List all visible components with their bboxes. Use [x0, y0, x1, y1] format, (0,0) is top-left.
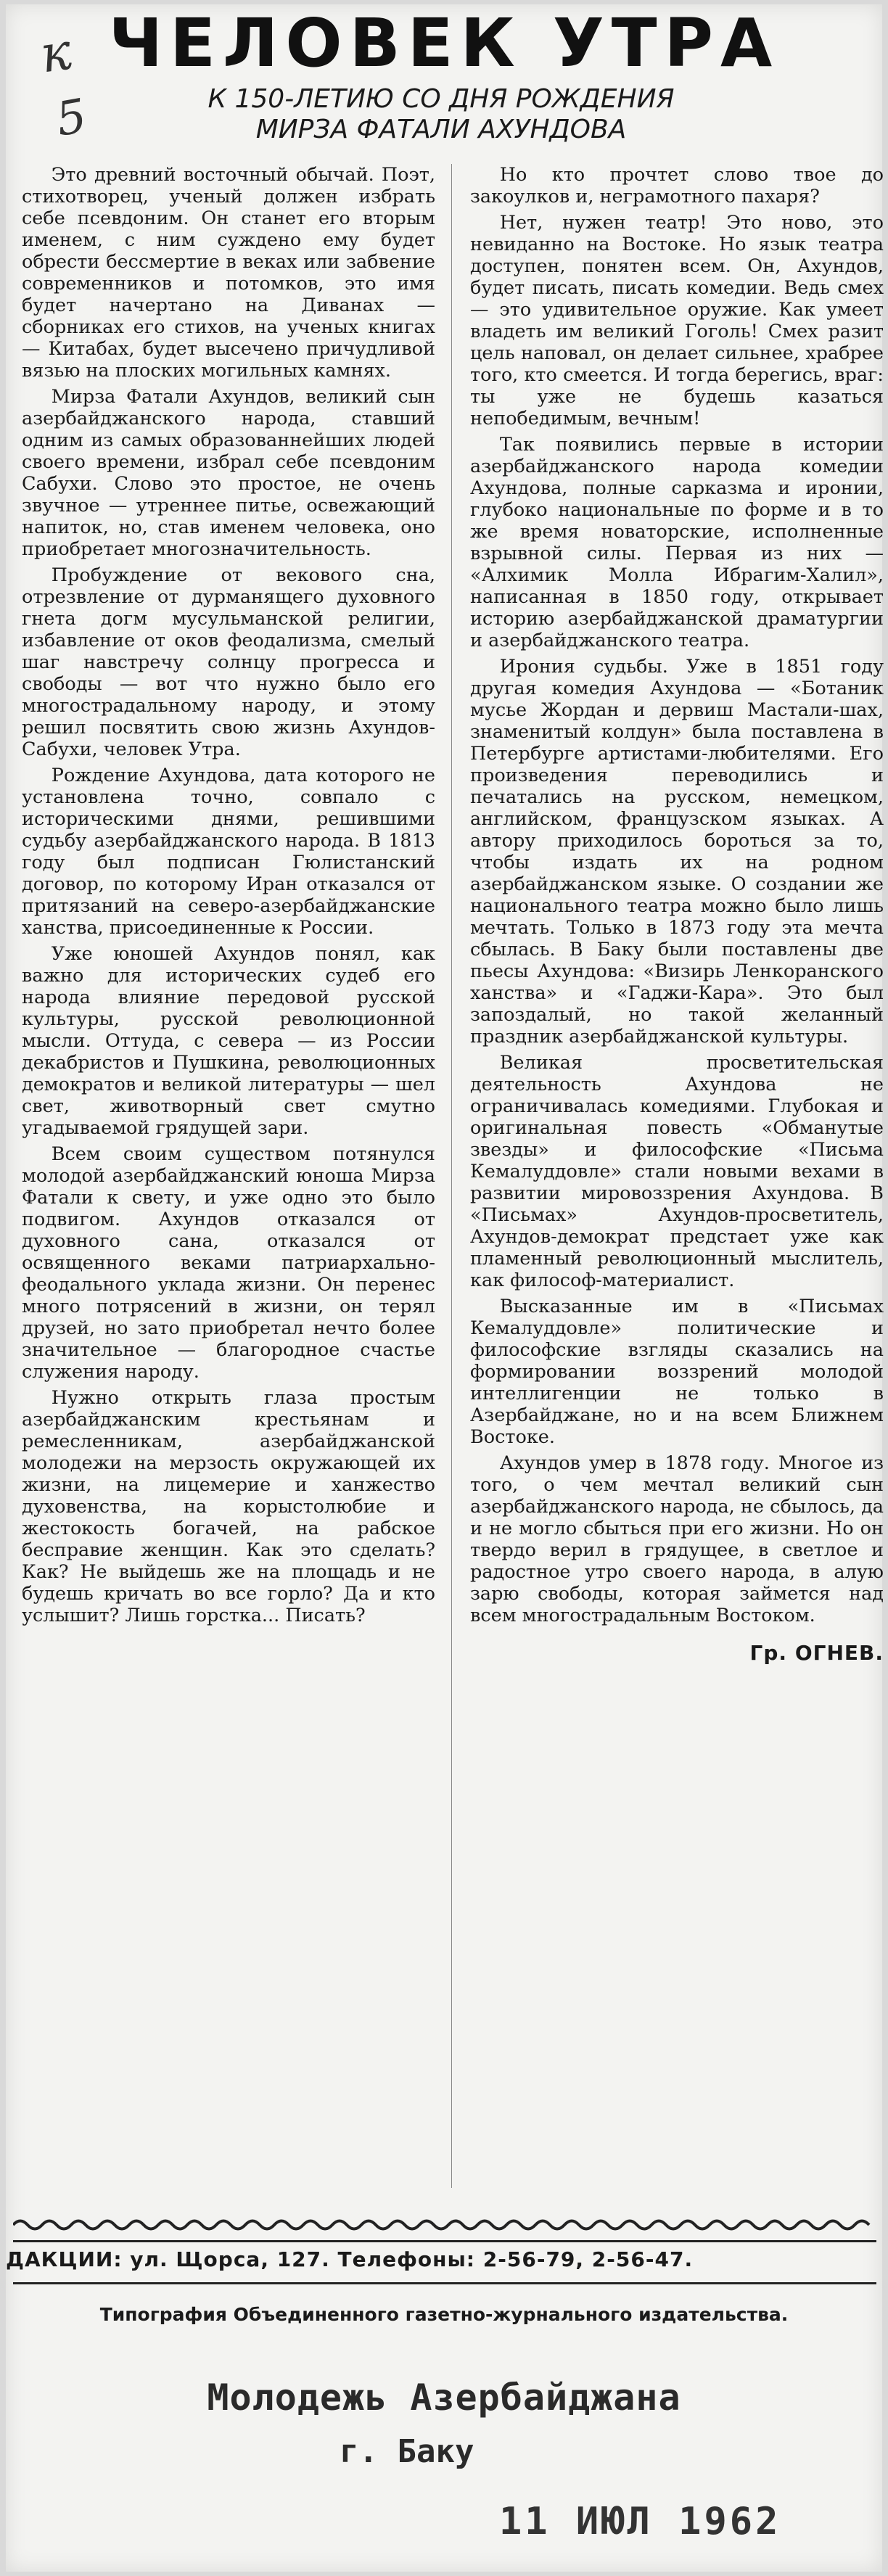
- paragraph: Нет, нужен театр! Это ново, это невиданно на Востоке. Но язык театра доступен, понятен всем. Он, Ахундов, будет писать, писать комедии. Ведь смех — это удивительное оружие. Как умеет владеть им великий Гоголь! Смех разит цель наповал, он делает сильнее, храбрее того, кто смеется. И тогда берегись, враг: ты уже не будешь казаться непобедимым, вечным!: [470, 212, 884, 429]
- paragraph: Это древний восточный обычай. Поэт, стихотворец, ученый должен избрать себе псевдоним. Он станет его вторым именем, с ним суждено ему будет обрести бессмертие в веках или забвение современников и потомков, это имя будет начертано на Диванах — сборниках его стихов, на ученых книгах — Китабах, будет высечено причудливой вязью на плоских могильных камнях.: [22, 164, 435, 382]
- paragraph: Уже юношей Ахундов понял, как важно для исторических судеб его народа влияние передовой русской культуры, русской революционной мысли. Оттуда, с севера — из России декабристов и Пушкина, революционных демократов и великой литературы — шел свет, животворный свет смутно угадываемой грядущей зари.: [22, 943, 435, 1139]
- article-column-left: [22, 164, 435, 1626]
- paragraph: Великая просветительская деятельность Ахундова не ограничивалась комедиями. Глубокая и оригинальная повесть «Обманутые звезды» и философские «Письма Кемалуддовле» стали новыми вехами в развитии мировоззрения Ахундова. В «Письмах» Ахундов-просветитель, Ахундов-демократ предстает уже как пламенный революционный мыслитель, как философ-материалист.: [470, 1052, 884, 1291]
- paragraph: Так появились первые в истории азербайджанского народа комедии Ахундова, полные сарказма и иронии, глубоко национальные по форме и в то же время новаторские, исполненные взрывной силы. Первая из них — «Алхимик Молла Ибрагим-Халил», написанная в 1850 году, открывает историю азербайджанской драматургии и азербайджанского театра.: [470, 434, 884, 651]
- footer-rule-top: [13, 2240, 876, 2242]
- stamp-newspaper-name: Молодежь Азербайджана: [207, 2377, 681, 2419]
- handwritten-number: 5: [52, 89, 91, 147]
- ornamental-divider: [13, 2217, 876, 2233]
- subtitle-line-1: К 150-ЛЕТИЮ СО ДНЯ РОЖДЕНИЯ: [207, 84, 675, 114]
- column-divider: [451, 164, 452, 2188]
- stamp-city: г. Баку: [340, 2433, 474, 2470]
- article-author: Гр. ОГНЕВ.: [749, 1641, 884, 1665]
- subtitle-line-2: МИРЗА ФАТАЛИ АХУНДОВА: [255, 115, 627, 144]
- paragraph: Высказанные им в «Письмах Кемалуддовле» политические и философские взгляды сказались на формировании воззрений молодой интеллигенции не только в Азербайджане, но и на всем Ближнем Востоке.: [470, 1296, 884, 1448]
- article-column-right: [470, 164, 884, 1664]
- paragraph: Всем своим существом потянулся молодой азербайджанский юноша Мирза Фатали к свету, и уже одно это было подвигом. Ахундов отказался от духовного сана, отказался от освященного веками патриархально-феодального уклада жизни. Он перенес много потрясений в жизни, он терял друзей, но зато приобретал нечто более значительное — благородное счастье служения народу.: [22, 1143, 435, 1383]
- editorial-address: ДАКЦИИ: ул. Щорса, 127. Телефоны: 2-56-79, 2-56-47.: [6, 2247, 694, 2271]
- article-headline: ЧЕЛОВЕК УТРА: [108, 4, 780, 82]
- paragraph: Мирза Фатали Ахундов, великий сын азербайджанского народа, ставший одним из самых образованнейших людей своего времени, избрал себе псевдоним Сабухи. Слово это простое, не очень звучное — утреннее питье, освежающий напиток, но, став именем человека, оно приобретает многозначительность.: [22, 386, 435, 560]
- printer-line: Типография Объединенного газетно-журнального издательства.: [99, 2304, 789, 2325]
- paragraph: Но кто прочтет слово твое до закоулков и, неграмотного пахаря?: [470, 164, 884, 207]
- footer-rule-bottom: [13, 2282, 876, 2284]
- paragraph: Пробуждение от векового сна, отрезвление от дурманящего духовного гнета догм мусульманской религии, избавление от оков феодализма, смелый шаг навстречу солнцу прогресса и свободы — вот что нужно было его многострадальному народу, и этому решил посвятить свою жизнь Ахундов-Сабухи, человек Утра.: [22, 564, 435, 760]
- stamp-date: 11 ИЮЛ 1962: [499, 2500, 781, 2543]
- article-subtitle: [115, 84, 768, 145]
- paragraph: Ахундов умер в 1878 году. Многое из того, о чем мечтал великий сын азербайджанского народа, не сбылось, да и не могло сбыться при его жизни. Но он твердо верил в грядущее, в светлое и радостное утро своего народа, в алую зарю свободы, которая займется над всем многострадальным Востоком.: [470, 1452, 884, 1626]
- paragraph: Ирония судьбы. Уже в 1851 году другая комедия Ахундова — «Ботаник мусье Жордан и дервиш Мастали-шах, знаменитый колдун» была поставлена в Петербурге артистами-любителями. Его произведения переводились и печатались на русском, немецком, английском, французском языках. А автору приходилось бороться за то, чтобы издать их на родном азербайджанском языке. О создании же национального театра можно было лишь мечтать. Только в 1873 году эта мечта сбылась. В Баку были поставлены две пьесы Ахундова: «Визирь Ленкоранского ханства» и «Гаджи-Кара». Это был запоздалый, но такой желанный праздник азербайджанской культуры.: [470, 656, 884, 1048]
- paragraph: Рождение Ахундова, дата которого не установлена точно, совпало с историческими днями, решившими судьбу азербайджанского народа. В 1813 году был подписан Гюлистанский договор, по которому Иран отказался от притязаний на северо-азербайджанские ханства, присоединенные к России.: [22, 765, 435, 939]
- handwritten-letter: к: [36, 21, 75, 85]
- paragraph: Нужно открыть глаза простым азербайджанским крестьянам и ремесленникам, азербайджанской молодежи на мерзость окружающей их жизни, на лицемерие и ханжество духовенства, на корыстолюбие и жестокость богачей, на рабское бесправие женщин. Как это сделать? Как? Не выйдешь же на площадь и не будешь кричать во все горло? Да и кто услышит? Лишь горстка... Писать?: [22, 1387, 435, 1626]
- newspaper-clipping: [6, 4, 882, 2572]
